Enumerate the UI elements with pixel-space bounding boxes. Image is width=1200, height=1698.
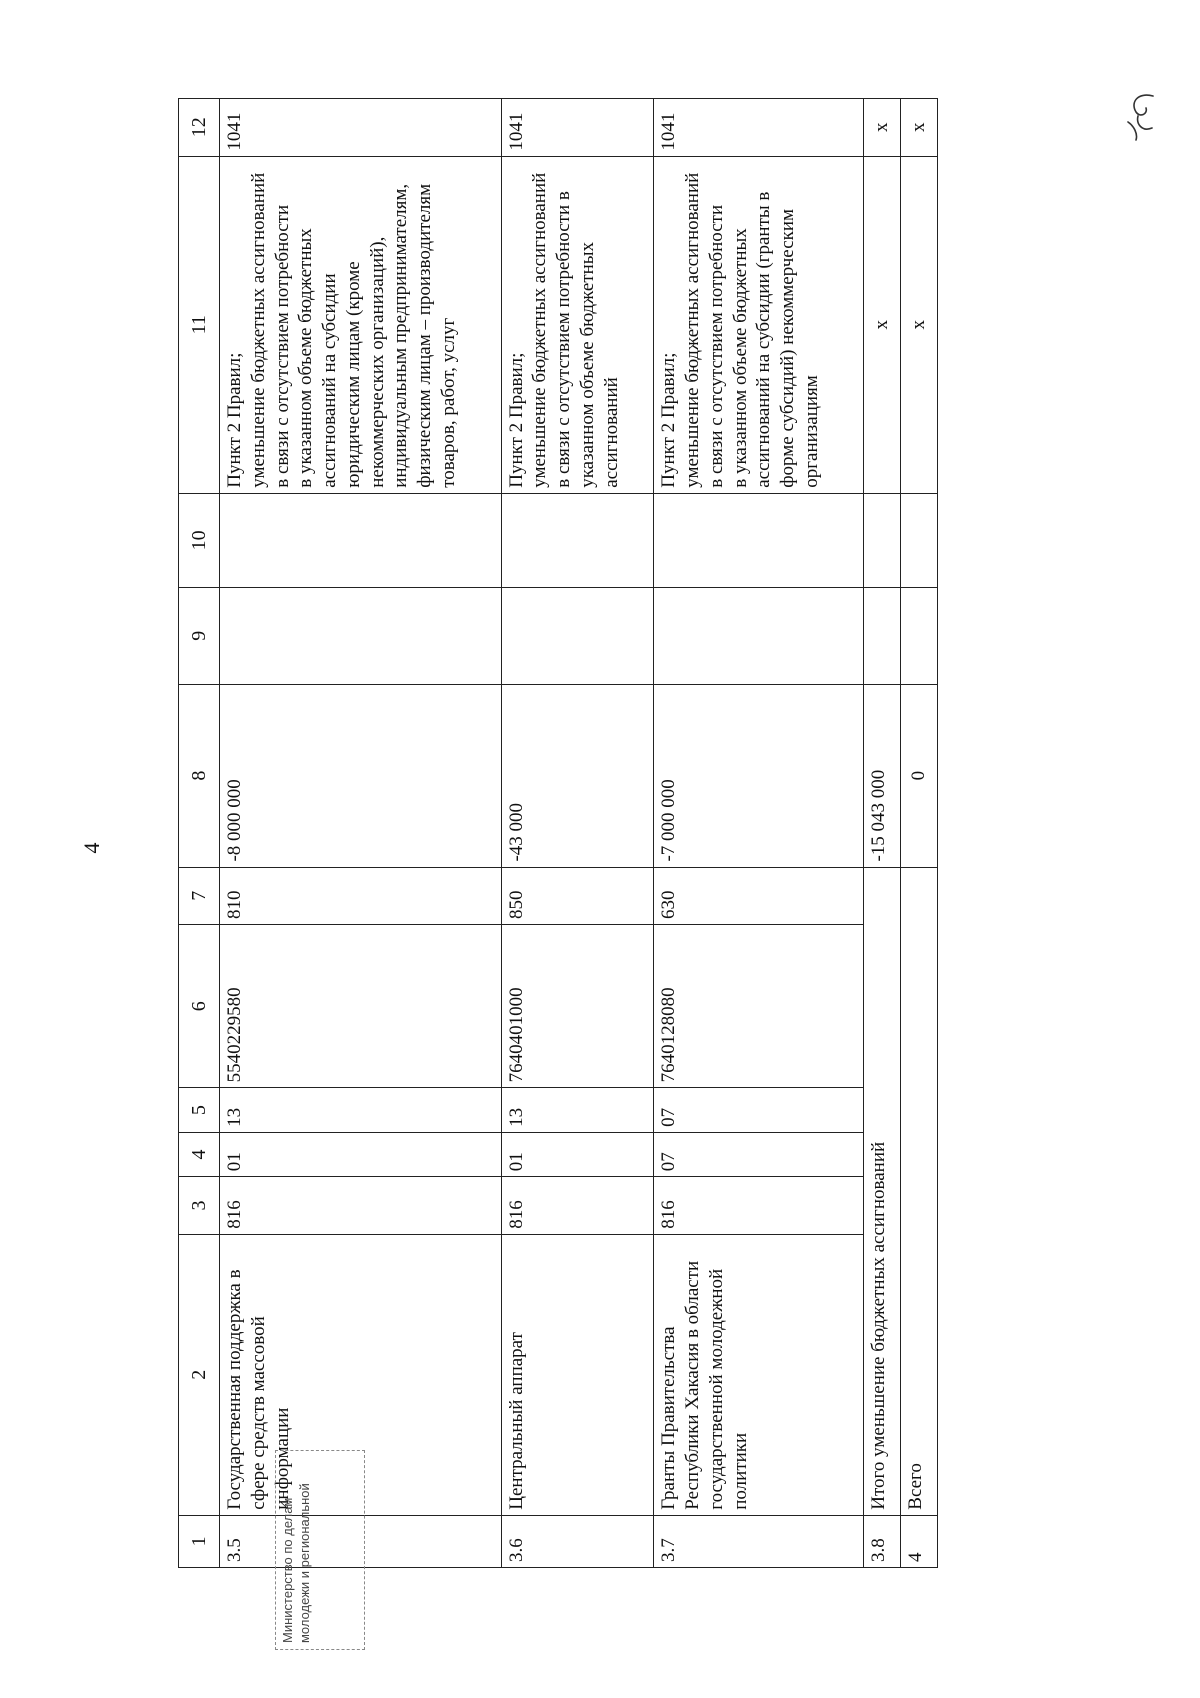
col-header: 6 xyxy=(179,925,220,1088)
stamp-line: молодежи и региональной xyxy=(296,1483,312,1643)
reason-line: индивидуальным предпринимателям, xyxy=(390,183,412,488)
reason-line: в связи с отсутствием потребности в xyxy=(553,191,575,488)
row-number: 3.5 xyxy=(220,1515,502,1567)
cell-reason xyxy=(501,156,654,493)
row-number: 4 xyxy=(900,1515,937,1567)
row-number: 3.8 xyxy=(863,1515,900,1567)
stamp xyxy=(275,1450,365,1650)
cell-amount: -43 000 xyxy=(501,684,654,867)
col-header: 3 xyxy=(179,1177,220,1235)
row-name: Центральный аппарат xyxy=(501,1234,654,1515)
col-header: 5 xyxy=(179,1088,220,1132)
cell-c3: 816 xyxy=(220,1177,502,1235)
cell-c10 xyxy=(863,493,900,587)
cell-c5: 13 xyxy=(501,1088,654,1132)
reason-line: Пункт 2 Правил; xyxy=(505,352,527,488)
cell-c12: 1041 xyxy=(501,99,654,157)
reason-line: организациям xyxy=(800,375,822,488)
budget-table xyxy=(178,98,938,1568)
reason-line: ассигнований на субсидии xyxy=(319,273,340,488)
col-header: 11 xyxy=(179,156,220,493)
table-row xyxy=(654,99,864,1568)
cell-reason xyxy=(220,156,502,493)
row-number: 3.7 xyxy=(654,1515,864,1567)
col-header: 1 xyxy=(179,1515,220,1567)
cell-c7: 810 xyxy=(220,867,502,925)
reason-line: ассигнований на субсидии (гранты в xyxy=(753,191,775,488)
cell-c5: 07 xyxy=(654,1088,864,1132)
cell-c3: 816 xyxy=(501,1177,654,1235)
page-number: 4 xyxy=(79,842,104,854)
cell-c6: 5540229580 xyxy=(220,925,502,1088)
grand-total-label: Всего xyxy=(900,867,937,1515)
reason-line: указанном объеме бюджетных xyxy=(576,241,598,488)
cell-c11: x xyxy=(900,156,937,493)
reason-line: Пункт 2 Правил; xyxy=(658,352,680,488)
row-number: 3.6 xyxy=(501,1515,654,1567)
cell-c10 xyxy=(654,493,864,587)
cell-amount: -7 000 000 xyxy=(654,684,864,867)
reason-line: в связи с отсутствием потребности xyxy=(271,204,293,488)
col-header: 2 xyxy=(179,1234,220,1515)
cell-c4: 01 xyxy=(220,1132,502,1176)
cell-c7: 630 xyxy=(654,867,864,925)
col-header: 9 xyxy=(179,587,220,684)
grand-total-amount: 0 xyxy=(900,684,937,867)
cell-c9 xyxy=(654,587,864,684)
reason-line: юридическим лицам (кроме xyxy=(342,261,364,488)
budget-table-container xyxy=(178,98,1200,1562)
col-header: 7 xyxy=(179,867,220,925)
cell-c11: x xyxy=(863,156,900,493)
reason-line: уменьшение бюджетных ассигнований xyxy=(682,172,704,488)
reason-line: в указанном объеме бюджетных xyxy=(729,228,751,488)
reason-line: физическим лицам – производителям xyxy=(414,183,435,488)
cell-c4: 01 xyxy=(501,1132,654,1176)
cell-c12: x xyxy=(863,99,900,157)
table-row xyxy=(501,99,654,1568)
total-decrease-label: Итого уменьшение бюджетных ассигнований xyxy=(863,867,900,1515)
cell-c9 xyxy=(220,587,502,684)
cell-c9 xyxy=(501,587,654,684)
reason-line: уменьшение бюджетных ассигнований xyxy=(247,172,269,488)
table-row xyxy=(220,99,502,1568)
cell-amount: -8 000 000 xyxy=(220,684,502,867)
cell-c4: 07 xyxy=(654,1132,864,1176)
reason-line: товаров, работ, услуг xyxy=(437,317,459,488)
cell-reason xyxy=(654,156,864,493)
cell-c5: 13 xyxy=(220,1088,502,1132)
cell-c6: 7640128080 xyxy=(654,925,864,1088)
col-header: 10 xyxy=(179,493,220,587)
row-name: Государственная поддержка в сфере средств массовой информации xyxy=(220,1234,502,1515)
cell-c10 xyxy=(900,493,937,587)
reason-line: ассигнований xyxy=(600,377,622,488)
header-row xyxy=(179,99,220,1568)
signature-mark xyxy=(1108,88,1168,143)
cell-c10 xyxy=(220,493,502,587)
cell-c12: 1041 xyxy=(654,99,864,157)
cell-c3: 816 xyxy=(654,1177,864,1235)
cell-c9 xyxy=(863,587,900,684)
total-decrease-row xyxy=(863,99,900,1568)
col-header: 4 xyxy=(179,1132,220,1176)
reason-line: некоммерческих организаций), xyxy=(366,236,388,488)
cell-c12: 1041 xyxy=(220,99,502,157)
cell-c7: 850 xyxy=(501,867,654,925)
cell-c12: x xyxy=(900,99,937,157)
total-decrease-amount: -15 043 000 xyxy=(863,684,900,867)
cell-c10 xyxy=(501,493,654,587)
row-name: Гранты Правительства Республики Хакасия в области государственной молодежной политики xyxy=(654,1234,864,1515)
grand-total-row xyxy=(900,99,937,1568)
reason-line: в связи с отсутствием потребности xyxy=(705,204,727,488)
reason-line: в указанном объеме бюджетных xyxy=(295,228,317,488)
reason-line: уменьшение бюджетных ассигнований xyxy=(529,172,551,488)
reason-line: Пункт 2 Правил; xyxy=(224,352,245,488)
cell-c9 xyxy=(900,587,937,684)
col-header: 12 xyxy=(179,99,220,157)
col-header: 8 xyxy=(179,684,220,867)
reason-line: форме субсидий) некоммерческим xyxy=(777,208,799,488)
stamp-line: Министерство по делам xyxy=(280,1497,295,1643)
cell-c6: 7640401000 xyxy=(501,925,654,1088)
